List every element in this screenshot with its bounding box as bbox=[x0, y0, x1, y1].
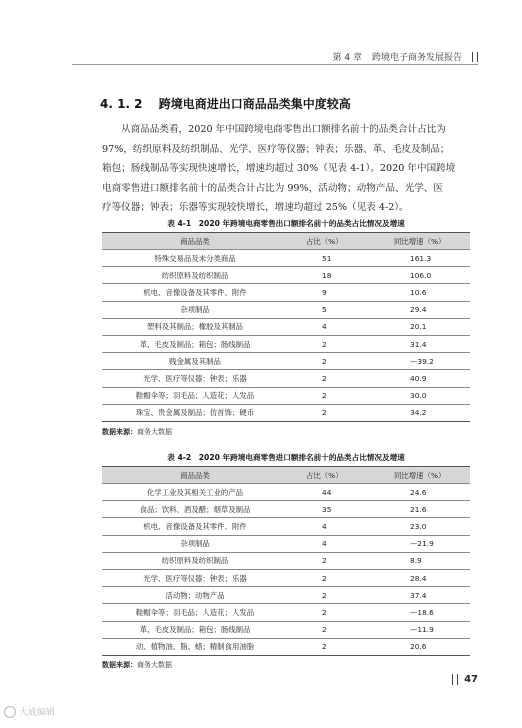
table-row bbox=[102, 604, 470, 621]
category-cell: 纺织原料及纺织制品 bbox=[102, 267, 288, 284]
share-cell: 2 bbox=[288, 387, 372, 404]
running-head-title: 跨境电子商务发展报告 bbox=[371, 53, 462, 63]
growth-cell: 30.0 bbox=[372, 387, 470, 404]
table-row bbox=[102, 284, 470, 301]
category-cell: 鞋帽伞等；羽毛品；人造花；人发品 bbox=[102, 387, 288, 404]
running-head bbox=[333, 50, 478, 63]
category-cell: 革、毛皮及制品；箱包；肠线制品 bbox=[102, 621, 288, 638]
growth-cell: 28.4 bbox=[372, 569, 470, 586]
share-cell: 4 bbox=[288, 318, 372, 335]
page-number-block bbox=[452, 674, 478, 685]
source-label: 数据来源： bbox=[102, 661, 137, 669]
table-row bbox=[102, 587, 470, 604]
paragraph-line: 97%，纺织原料及纺织制品、光学、医疗等仪器；钟表；乐器、革、毛皮及制品； bbox=[102, 143, 450, 155]
paragraph-line: 疗等仪器；钟表；乐器等实现较快增长，增速均超过 25%（见表 4-2）。 bbox=[102, 202, 409, 214]
table-row bbox=[102, 250, 470, 267]
share-cell: 51 bbox=[288, 250, 372, 267]
table-header-row bbox=[102, 467, 470, 484]
table-header-cell: 占比（%） bbox=[288, 233, 372, 250]
table-header-cell: 商品品类 bbox=[102, 467, 288, 484]
header-rule bbox=[72, 64, 478, 65]
growth-cell: 23.0 bbox=[372, 518, 470, 535]
table2-source bbox=[102, 660, 172, 670]
table-row bbox=[102, 569, 470, 586]
section-number: 4. 1. 2 bbox=[100, 97, 143, 111]
share-cell: 2 bbox=[288, 604, 372, 621]
growth-cell: 40.9 bbox=[372, 370, 470, 387]
share-cell: 5 bbox=[288, 301, 372, 318]
paragraph-line: 箱包；肠线制品等实现快速增长，增速均超过 30%（见表 4-1）。2020 年中国跨境 bbox=[102, 163, 456, 175]
share-cell: 44 bbox=[288, 484, 372, 501]
table-row bbox=[102, 335, 470, 352]
growth-cell: —21.9 bbox=[372, 535, 470, 552]
table1-source bbox=[102, 427, 172, 437]
double-bar-icon bbox=[472, 52, 478, 62]
share-cell: 4 bbox=[288, 535, 372, 552]
watermark bbox=[4, 705, 55, 718]
category-cell: 特殊交易品及未分类商品 bbox=[102, 250, 288, 267]
category-cell: 光学、医疗等仪器；钟表；乐器 bbox=[102, 569, 288, 586]
share-cell: 2 bbox=[288, 552, 372, 569]
table-row bbox=[102, 552, 470, 569]
category-cell: 杂项制品 bbox=[102, 535, 288, 552]
category-cell: 贱金属及其制品 bbox=[102, 353, 288, 370]
category-cell: 纺织原料及纺织制品 bbox=[102, 552, 288, 569]
table-row bbox=[102, 638, 470, 655]
growth-cell: 10.6 bbox=[372, 284, 470, 301]
category-cell: 食品；饮料、酒及醋；烟草及制品 bbox=[102, 501, 288, 518]
growth-cell: 29.4 bbox=[372, 301, 470, 318]
growth-cell: —18.6 bbox=[372, 604, 470, 621]
share-cell: 2 bbox=[288, 353, 372, 370]
watermark-text: 大成编辑 bbox=[19, 708, 56, 718]
watermark-logo-icon bbox=[4, 706, 16, 718]
table-row bbox=[102, 501, 470, 518]
share-cell: 2 bbox=[288, 404, 372, 421]
body-paragraph bbox=[102, 120, 470, 218]
page-number: 47 bbox=[464, 674, 478, 685]
category-cell: 鞋帽伞等；羽毛品；人造花；人发品 bbox=[102, 604, 288, 621]
growth-cell: —11.9 bbox=[372, 621, 470, 638]
growth-cell: 20.6 bbox=[372, 638, 470, 655]
category-cell: 杂项制品 bbox=[102, 301, 288, 318]
share-cell: 9 bbox=[288, 284, 372, 301]
table-row bbox=[102, 535, 470, 552]
table-header-cell: 同比增速（%） bbox=[372, 467, 470, 484]
growth-cell: 37.4 bbox=[372, 587, 470, 604]
table-row bbox=[102, 621, 470, 638]
category-cell: 机电、音像设备及其零件、附件 bbox=[102, 284, 288, 301]
category-cell: 机电、音像设备及其零件、附件 bbox=[102, 518, 288, 535]
table-row bbox=[102, 370, 470, 387]
table-row bbox=[102, 518, 470, 535]
table-header-cell: 商品品类 bbox=[102, 233, 288, 250]
growth-cell: 161.3 bbox=[372, 250, 470, 267]
category-cell: 光学、医疗等仪器；钟表；乐器 bbox=[102, 370, 288, 387]
table-row bbox=[102, 404, 470, 421]
growth-cell: 31.4 bbox=[372, 335, 470, 352]
paragraph-line: 从商品品类看，2020 年中国跨境电商零售出口额排名前十的品类合计占比为 bbox=[121, 124, 446, 135]
source-label: 数据来源： bbox=[102, 428, 137, 436]
table2 bbox=[102, 466, 470, 656]
share-cell: 35 bbox=[288, 501, 372, 518]
category-cell: 珠宝、贵金属及制品；仿首饰；硬币 bbox=[102, 404, 288, 421]
section-title: 跨境电商进出口商品品类集中度较高 bbox=[158, 97, 351, 111]
growth-cell: 21.6 bbox=[372, 501, 470, 518]
table-header-cell: 同比增速（%） bbox=[372, 233, 470, 250]
category-cell: 化学工业及其相关工业的产品 bbox=[102, 484, 288, 501]
share-cell: 2 bbox=[288, 587, 372, 604]
table-row bbox=[102, 267, 470, 284]
table-row bbox=[102, 387, 470, 404]
share-cell: 4 bbox=[288, 518, 372, 535]
table2-caption: 表 4-2 2020 年跨境电商零售进口额排名前十的品类占比情况及增速 bbox=[167, 453, 405, 462]
growth-cell: 20.1 bbox=[372, 318, 470, 335]
table-row bbox=[102, 301, 470, 318]
share-cell: 2 bbox=[288, 638, 372, 655]
running-head-chapter: 第 4 章 bbox=[332, 53, 362, 63]
paragraph-line: 电商零售进口额排名前十的品类合计占比为 99%，活动物；动物产品、光学、医 bbox=[102, 182, 443, 194]
share-cell: 2 bbox=[288, 569, 372, 586]
category-cell: 革、毛皮及制品；箱包；肠线制品 bbox=[102, 335, 288, 352]
growth-cell: 8.9 bbox=[372, 552, 470, 569]
section-heading bbox=[100, 95, 351, 112]
growth-cell: 106.0 bbox=[372, 267, 470, 284]
growth-cell: 34.2 bbox=[372, 404, 470, 421]
table-header-row bbox=[102, 233, 470, 250]
category-cell: 塑料及其制品；橡胶及其制品 bbox=[102, 318, 288, 335]
category-cell: 动、植物油、脂、蜡；精制食用油脂 bbox=[102, 638, 288, 655]
growth-cell: 24.6 bbox=[372, 484, 470, 501]
double-bar-icon bbox=[452, 674, 458, 685]
table1 bbox=[102, 232, 470, 422]
source-text: 商务大数据 bbox=[137, 661, 172, 669]
table-header-cell: 占比（%） bbox=[288, 467, 372, 484]
table-row bbox=[102, 484, 470, 501]
table-row bbox=[102, 318, 470, 335]
source-text: 商务大数据 bbox=[137, 428, 172, 436]
growth-cell: —39.2 bbox=[372, 353, 470, 370]
category-cell: 活动物；动物产品 bbox=[102, 587, 288, 604]
share-cell: 2 bbox=[288, 621, 372, 638]
share-cell: 2 bbox=[288, 370, 372, 387]
table1-caption: 表 4-1 2020 年跨境电商零售出口额排名前十的品类占比情况及增速 bbox=[167, 219, 405, 228]
share-cell: 2 bbox=[288, 335, 372, 352]
table-row bbox=[102, 353, 470, 370]
share-cell: 18 bbox=[288, 267, 372, 284]
